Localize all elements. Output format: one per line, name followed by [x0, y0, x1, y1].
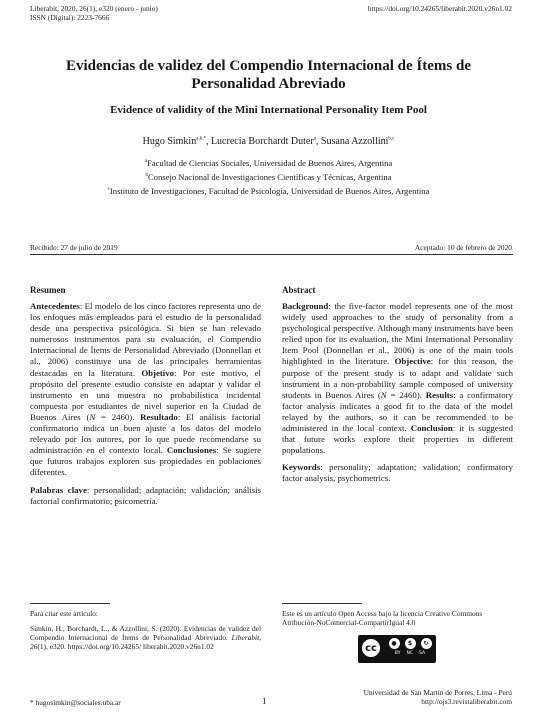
citation-post: (1), e320. https://doi.org/10.24265/ liberabit.2020.v26n1.02	[37, 642, 214, 651]
text-antecedentes: : El modelo de los cinco factores representa uno de los enfoques más empleados para el estudio de la personalidad desde una perspectiva psicológica. Si bien se han relevado numerosos instrumentos para su evaluación, el Compendio Internacional de Ítems de Personalidad Abreviado (Donnellan et al., 2006) constituye una de las principales herramientas destacadas en la literatura.	[30, 301, 261, 378]
journal-line: Liberabit, 2020, 26(1), e320 (enero - junio)	[30, 4, 158, 13]
citation-label: Para citar este artículo:	[30, 609, 98, 618]
text-objective: : for this reason, the purpose of the present study is to adapt and validate such instrument in a non-probability sample composed of university students in Buenos Aires (	[282, 356, 513, 400]
cc-icon-group	[384, 635, 436, 656]
author-list: Hugo Simkin$^{a,b,*}$, Lucrecia Borchardt Duter$^a$, Susana Azzollini$^{b,c}$	[142, 136, 395, 147]
label-conclusion: Conclusion	[410, 423, 453, 434]
label-objetivo: Objetivo	[141, 367, 175, 378]
accepted-date: Aceptado: 10 de febrero de 2020	[414, 243, 512, 252]
publisher-block	[364, 688, 512, 706]
citation-journal: Liberabit, 26	[30, 633, 261, 651]
text-results: : a confirmatory factor analysis indicates a good fit to the data of the model relayed by the authors, so it can be recommended to be administered in the local context.	[282, 389, 513, 434]
author-name: Hugo Simkin	[142, 136, 197, 147]
cc-labels	[395, 651, 425, 656]
label-palabras-clave: Palabras clave	[30, 484, 87, 495]
label-background: Background	[282, 301, 329, 311]
text-conclusiones: : Se sugiere que futuros trabajos exploren sus propiedades en poblaciones diferentes.	[30, 445, 261, 478]
author-sup: a	[313, 136, 316, 142]
cc-icons	[388, 637, 433, 650]
citation-text	[30, 624, 261, 651]
abstract-heading: Abstract	[282, 285, 316, 295]
label-conclusiones: Conclusiones	[166, 445, 217, 456]
text-palabras-clave: : personalidad; adaptación; validación; análisis factorial confirmatorio; psicometría.	[30, 484, 261, 506]
text-objetivo-n: = 2460).	[95, 411, 141, 422]
label-objective: Objective	[394, 356, 431, 367]
cc-license-badge[interactable]	[358, 635, 436, 663]
label-resultado: Resultado	[140, 411, 178, 422]
author-name: Lucrecia Borchardt Duter	[210, 136, 314, 147]
sharealike-icon: ↻	[420, 637, 433, 650]
person-icon: ●	[388, 637, 401, 650]
article-subtitle: Evidence of validity of the Mini International Personality Item Pool	[110, 104, 427, 116]
affiliation	[40, 184, 497, 197]
cc-label: SA	[419, 651, 426, 656]
resumen-heading: Resumen	[30, 285, 66, 295]
affiliation-sup: a	[144, 159, 148, 164]
affiliation-sup: b	[145, 173, 148, 178]
abstract-column	[282, 285, 513, 489]
page-number: 1	[262, 696, 267, 706]
text-background: : the five-factor model represents one of the most widely used approaches to the study of personality from a psychological perspective. Although many instruments have been relied upon for its evaluation, the Mini International Personality Item Pool (Donnellan et al., 2006) is one of the main tools highlighted in the literature.	[282, 301, 513, 367]
footnote-rule	[30, 603, 110, 604]
text-conclusion: : it is suggested that future works explore their properties in different populations.	[282, 423, 513, 456]
label-antecedentes: Antecedentes	[30, 301, 80, 311]
citation-pre: Simkin, H., Borchardt, L., & Azzollini, S. (2020). Evidencias de validez del Compendio Internacional de Ítems de Personalidad Abreviado.	[30, 624, 261, 642]
text-keywords: : personality; adaptation; validation; confirmatory factor analysis, psychometrics.	[282, 462, 513, 484]
corresponding-email[interactable]: * hugosimkin@sociales.uba.ar	[30, 698, 121, 707]
noncommercial-icon: $	[404, 637, 417, 650]
abstract-body	[282, 301, 513, 485]
text-objective-n: = 2460).	[386, 389, 426, 400]
cc-label: NC	[406, 651, 414, 656]
footnote-rule	[282, 603, 362, 604]
affiliation-text: Facultad de Ciencias Sociales, Universidad de Buenos Aires, Argentina	[147, 157, 393, 168]
issn: ISSN (Digital): 2223-7666	[30, 13, 110, 22]
text-resultado: : El análisis factorial confirmatorio indica un buen ajuste a los datos del modelo relevado por los autores, por lo que puede recomendarse su administración en el contexto local.	[30, 411, 261, 456]
affiliation-sup: c	[107, 187, 110, 192]
affiliation-text: Instituto de Investigaciones, Facultad de Psicología, Universidad de Buenos Aires, Argentina	[109, 185, 430, 196]
divider	[30, 254, 513, 255]
label-keywords: Keywords	[282, 462, 321, 473]
university-name: Universidad de San Martín de Porres, Lima - Perú	[363, 688, 512, 697]
cc-icon: cc	[360, 637, 382, 659]
journal-site[interactable]: http://ojs3.revistaliberabit.com	[421, 697, 512, 706]
resumen-column	[30, 285, 261, 511]
license-text: Este es un artículo Open Access bajo la licencia Creative Commons Atribución-NoComercial-CompartirIgual 4.0	[282, 609, 483, 627]
affiliation	[40, 170, 497, 183]
doi-link[interactable]: https://doi.org/10.24265/liberabit.2020.v26n1.02	[367, 4, 512, 13]
text-objetivo: : Por este motivo, el propósito del presente estudio consiste en adaptar y validar el instrumento en una muestra no probabilística incidental compuesta por estudiantes de nivel superior en la Ciudad de Buenos Aires (	[30, 367, 261, 422]
n-symbol: N	[89, 411, 96, 422]
citation-block	[30, 609, 261, 651]
resumen-body	[30, 301, 261, 507]
author-sup: a,b,*	[196, 136, 206, 142]
cc-badge	[358, 635, 436, 663]
article-title: Evidencias de validez del Compendio Internacional de Ítems de Personalidad Abreviado	[65, 58, 471, 92]
affiliation	[40, 156, 497, 169]
cc-label: BY	[394, 651, 401, 656]
n-symbol: N	[380, 389, 387, 400]
journal-header	[30, 4, 158, 22]
affiliation-text: Consejo Nacional de Investigaciones Científicas y Técnicas, Argentina	[147, 171, 392, 182]
author-sup: b,c	[388, 136, 395, 142]
received-date: Recibido: 27 de julio de 2019	[30, 243, 118, 252]
author-name: Susana Azzollini	[320, 136, 389, 147]
label-results: Results	[425, 389, 454, 400]
